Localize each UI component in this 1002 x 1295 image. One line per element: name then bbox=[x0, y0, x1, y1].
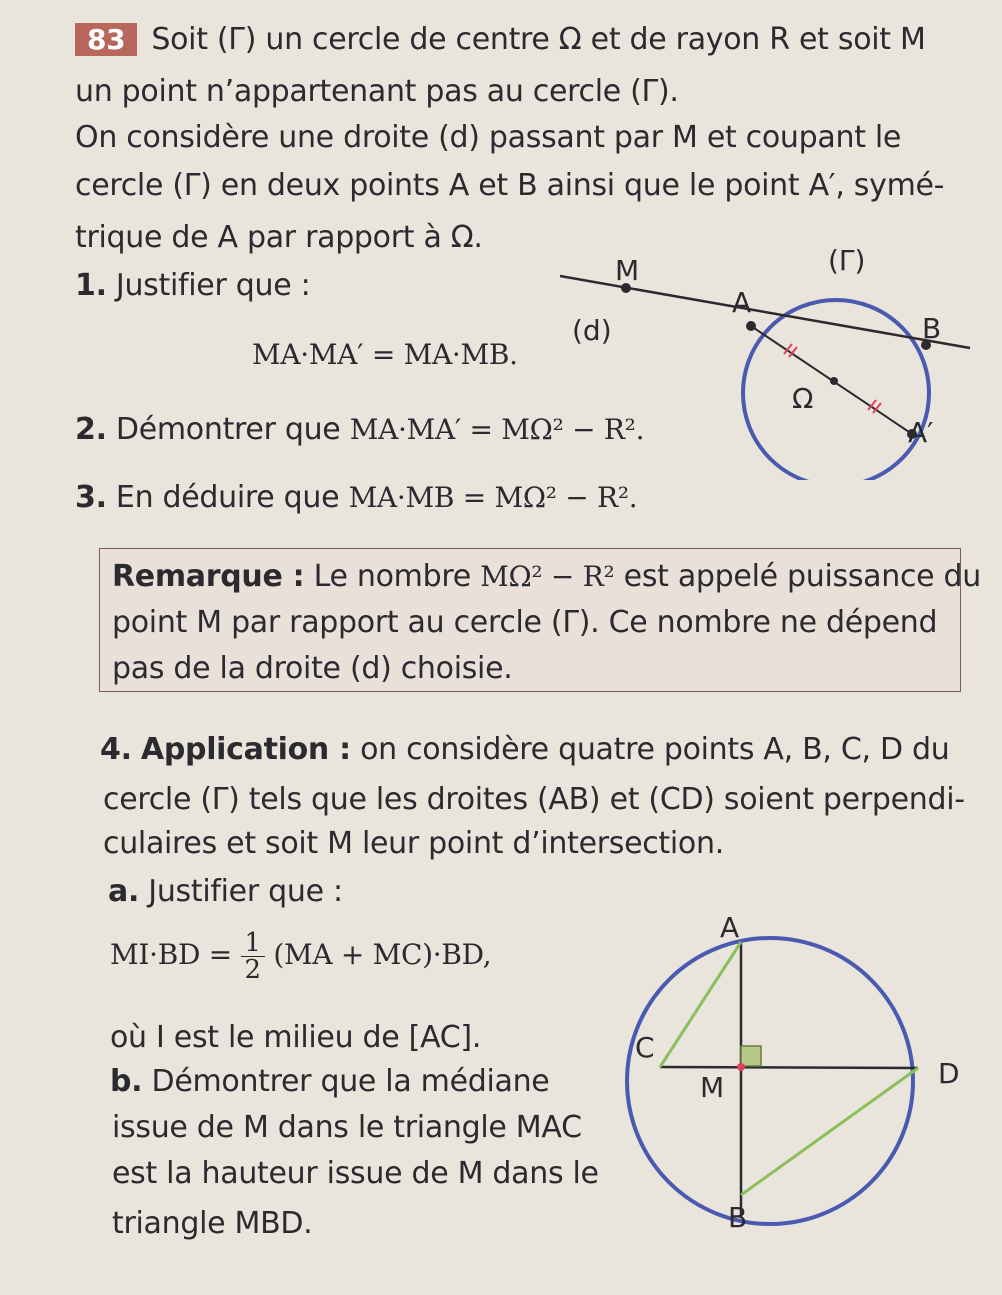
question-2-formula: MA·MA′ = MΩ² − R². bbox=[349, 413, 645, 446]
question-4-line-3: culaires et soit M leur point d’intersection. bbox=[103, 826, 724, 861]
question-4b-line-4: triangle MBD. bbox=[112, 1206, 313, 1241]
question-4b-line-3: est la hauteur issue de M dans le bbox=[112, 1156, 599, 1191]
remark-line-1-post: est appelé puissance du bbox=[623, 559, 981, 594]
question-1-formula bbox=[252, 338, 518, 371]
circle-gamma bbox=[743, 300, 929, 480]
intro-text-1: Soit (Γ) un cercle de centre Ω et de rayon R et soit M bbox=[151, 22, 926, 57]
question-1-text: Justifier que : bbox=[115, 268, 311, 303]
point-A bbox=[746, 321, 756, 331]
label-A: A bbox=[732, 286, 752, 319]
question-4-label: 4. bbox=[100, 732, 132, 767]
question-4a-label: a. bbox=[108, 874, 140, 909]
label-M2: M bbox=[700, 1071, 725, 1104]
question-3 bbox=[75, 480, 637, 515]
fraction-denominator: 2 bbox=[244, 955, 261, 985]
exercise-intro-line-4: cercle (Γ) en deux points A et B ainsi que le point A′, symé- bbox=[75, 168, 945, 203]
question-4-line-1 bbox=[100, 732, 950, 767]
point-center bbox=[830, 377, 838, 385]
question-4b-text-1: Démontrer que la médiane bbox=[151, 1064, 550, 1099]
question-2 bbox=[75, 412, 644, 447]
exercise-intro-line-5: trique de A par rapport à Ω. bbox=[75, 220, 483, 255]
fraction-numerator: 1 bbox=[241, 930, 265, 957]
question-3-formula: MA·MB = MΩ² − R². bbox=[348, 481, 638, 514]
circle-gamma-2 bbox=[627, 938, 913, 1224]
figure-circle-line bbox=[560, 240, 980, 480]
exercise-intro-line-3: On considère une droite (d) passant par M et coupant le bbox=[75, 120, 902, 155]
segment-BD bbox=[741, 1068, 918, 1195]
question-4a bbox=[108, 874, 343, 909]
question-3-text: En déduire que bbox=[115, 480, 340, 515]
segment-AC bbox=[660, 942, 741, 1067]
question-4a-text: Justifier que : bbox=[148, 874, 343, 909]
formula-left: MI·BD = bbox=[110, 938, 232, 971]
label-M: M bbox=[615, 254, 640, 287]
label-Aprime: A′ bbox=[908, 416, 934, 449]
remark-line-1 bbox=[112, 559, 981, 594]
exercise-number-badge: 83 bbox=[75, 23, 137, 56]
question-4-text-1: on considère quatre points A, B, C, D du bbox=[360, 732, 950, 767]
question-4-line-2: cercle (Γ) tels que les droites (AB) et (CD) soient perpendi- bbox=[103, 782, 965, 817]
remark-line-3: pas de la droite (d) choisie. bbox=[112, 651, 513, 686]
label-B: B bbox=[922, 312, 942, 345]
question-2-text: Démontrer que bbox=[115, 412, 341, 447]
question-4b-line-1 bbox=[110, 1064, 549, 1099]
label-gamma: (Γ) bbox=[828, 244, 866, 277]
question-4b-line-2: issue de M dans le triangle MAC bbox=[112, 1110, 582, 1145]
label-D2: D bbox=[938, 1057, 960, 1090]
label-A2: A bbox=[720, 911, 740, 944]
right-angle-marker bbox=[741, 1046, 761, 1066]
remark-title: Remarque : bbox=[112, 559, 305, 594]
label-center: Ω bbox=[792, 382, 814, 415]
question-1-label: 1. bbox=[75, 268, 107, 303]
point-intersection-M bbox=[737, 1063, 745, 1071]
chord-CD bbox=[660, 1067, 918, 1068]
question-1 bbox=[75, 268, 310, 303]
question-4a-note: où I est le milieu de [AC]. bbox=[110, 1020, 482, 1055]
question-4a-formula bbox=[110, 930, 491, 983]
question-1-formula-text: MA·MA′ = MA·MB. bbox=[252, 338, 518, 371]
remark-line-2: point M par rapport au cercle (Γ). Ce nombre ne dépend bbox=[112, 605, 938, 640]
label-C2: C bbox=[635, 1031, 655, 1064]
question-4-title: Application : bbox=[140, 732, 351, 767]
formula-right: (MA + MC)·BD, bbox=[273, 938, 492, 971]
exercise-intro-line-2: un point n’appartenant pas au cercle (Γ). bbox=[75, 74, 679, 109]
label-d: (d) bbox=[572, 314, 612, 347]
label-B2: B bbox=[728, 1201, 748, 1234]
exercise-intro-line-1 bbox=[75, 22, 926, 57]
remark-box bbox=[99, 548, 981, 692]
remark-formula: MΩ² − R² bbox=[480, 560, 615, 593]
figure-perpendicular-chords bbox=[600, 905, 980, 1265]
question-2-label: 2. bbox=[75, 412, 107, 447]
question-3-label: 3. bbox=[75, 480, 107, 515]
fraction-one-half bbox=[241, 930, 265, 983]
question-4b-label: b. bbox=[110, 1064, 143, 1099]
remark-line-1-pre: Le nombre bbox=[313, 559, 471, 594]
